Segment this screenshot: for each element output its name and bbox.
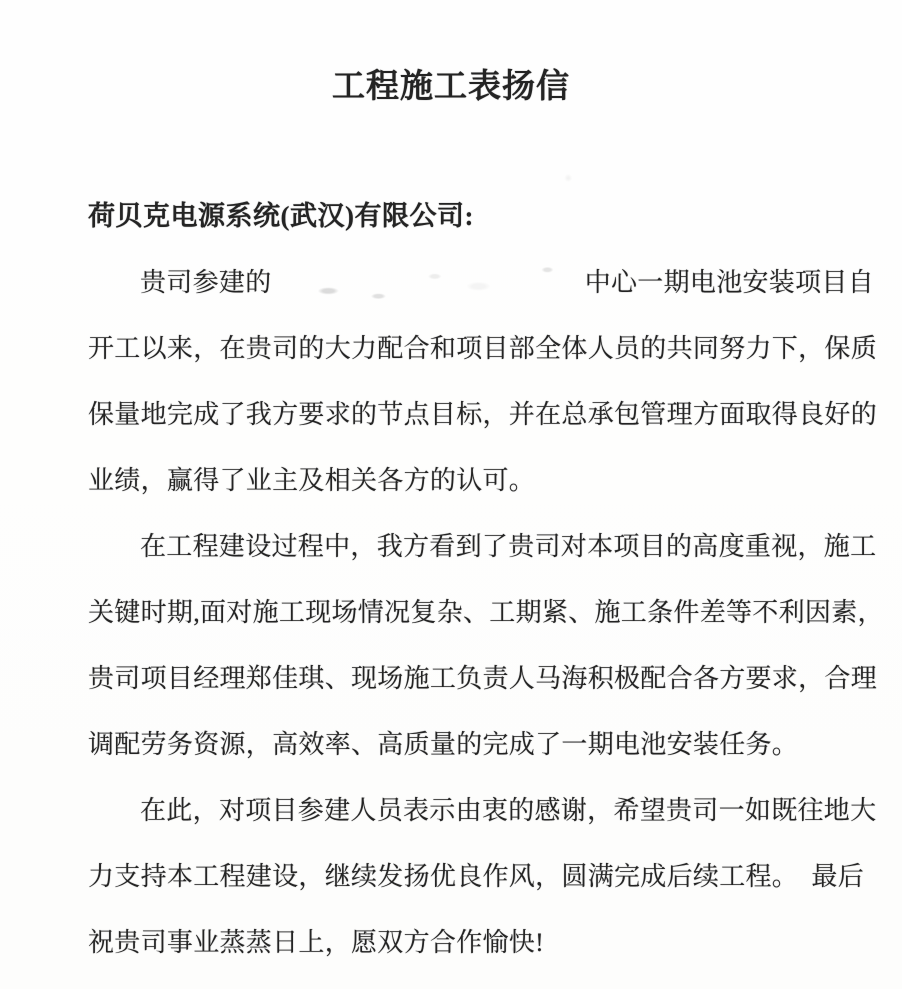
body-line: 力支持本工程建设，继续发扬优良作风，圆满完成后续工程。 最后 <box>88 862 865 891</box>
body-line: 开工以来，在贵司的大力配合和项目部全体人员的共同努力下，保质 <box>88 334 878 363</box>
letter-salutation: 荷贝克电源系统(武汉)有限公司: <box>88 201 474 231</box>
body-line: 在此，对项目参建人员表示由衷的感谢，希望贵司一如既往地大 <box>140 796 877 825</box>
redacted-project-name <box>272 250 585 316</box>
body-line: 在工程建设过程中，我方看到了贵司对本项目的高度重视，施工 <box>140 532 877 561</box>
body-line <box>88 250 874 316</box>
body-line: 调配劳务资源，高效率、高质量的完成了一期电池安装任务。 <box>88 730 799 759</box>
body-line: 业绩，赢得了业主及相关各方的认可。 <box>88 466 536 495</box>
line1-lead-text: 贵司参建的 <box>140 268 272 297</box>
body-line: 贵司项目经理郑佳琪、现场施工负责人马海积极配合各方要求，合理 <box>88 664 878 693</box>
letter-title: 工程施工表扬信 <box>332 69 570 105</box>
line1-tail-text: 中心一期电池安装项目自 <box>584 268 874 297</box>
body-line: 祝贵司事业蒸蒸日上，愿双方合作愉快! <box>88 928 545 957</box>
body-line: 关键时期,面对施工现场情况复杂、工期紧、施工条件差等不利因素， <box>88 598 884 627</box>
letter-body <box>88 250 884 976</box>
body-line: 保量地完成了我方要求的节点目标，并在总承包管理方面取得良好的 <box>88 400 878 429</box>
